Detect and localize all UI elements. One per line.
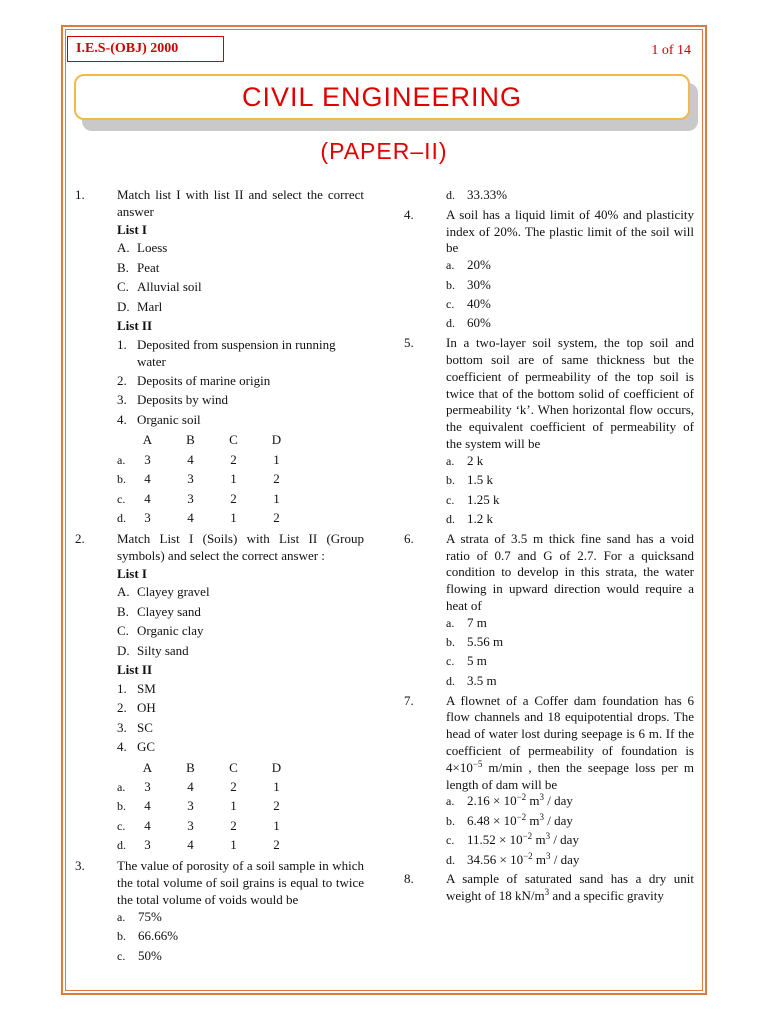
question-text: The value of porosity of a soil sample in which the total volume of soil grains is equal to twice the total volume of voids would be [117, 858, 364, 907]
list-item: 3. Deposits by wind [117, 392, 228, 408]
matrix-row: b. 4 3 1 2 [117, 798, 280, 814]
answer-option: a. 75% [117, 908, 162, 924]
matrix-row: b. 4 3 1 2 [117, 471, 280, 487]
page-number: 1 of 14 [651, 43, 691, 58]
answer-matrix [117, 431, 298, 528]
paper-subtitle: (PAPER–II) [320, 138, 448, 164]
list-item: D. Marl [117, 298, 163, 314]
list-item: 1. SM [117, 680, 156, 696]
list-2-title: List II [117, 317, 153, 333]
answer-option: b. 30% [446, 276, 491, 292]
question-1 [75, 187, 364, 528]
list-item: C. Alluvial soil [117, 279, 202, 295]
question-7 [404, 693, 694, 869]
question-text: A sample of saturated sand has a dry unit weight of 18 $kN/m^3$ and a specific gravity [446, 871, 694, 904]
question-text: A flownet of a Coffer dam foundation has 6 flow channels and 18 equipotential drops. The head of water lost during seepage is 6 m. If the coefficient of permeability of foundation is $4\times 10^{-5}$ m/min , then the seepage loss per m length of dam will be [446, 692, 694, 792]
matrix-header: A B C D [142, 759, 282, 775]
answer-option: b. $6.48 \times 10^{-2}$ $m^3$ / day [446, 811, 573, 828]
question-6 [404, 531, 694, 690]
list-1-title: List I [117, 221, 147, 237]
left-column [75, 187, 364, 967]
question-number: 4. [404, 206, 414, 222]
answer-option: c. $11.52 \times 10^{-2}$ $m^3$ / day [446, 831, 579, 848]
list-item: 4. Organic soil [117, 411, 201, 427]
question-number: 2. [75, 531, 85, 547]
question-number: 8. [404, 871, 414, 887]
question-3 [75, 858, 364, 964]
answer-option: a. $2.16 \times 10^{-2}$ $m^3$ / day [446, 792, 573, 809]
list-item: B. Clayey sand [117, 603, 201, 619]
matrix-row: a. 3 4 2 1 [117, 779, 280, 795]
answer-option: a. 7 m [446, 614, 487, 630]
matrix-header: A B C D [142, 432, 282, 448]
question-text: A soil has a liquid limit of 40% and plasticity index of 20%. The plastic limit of the soil will be [446, 206, 694, 256]
list-item: 1. Deposited from suspension in running water [117, 336, 336, 369]
question-number: 3. [75, 858, 85, 874]
list-1-title: List I [117, 565, 147, 581]
list-item: 3. SC [117, 719, 153, 735]
question-text: In a two-layer soil system, the top soil and bottom soil are of same thickness but the coefficient of permeability of the top soil is twice that of the bottom solid of coefficient of permeability ‘k’. When horizontal flow occurs, the equivalent coefficient of permeability of the system will be [446, 335, 694, 451]
matrix-row: d. 3 4 1 2 [117, 837, 280, 853]
answer-option: c. 5 m [446, 653, 487, 669]
page-title: CIVIL ENGINEERING [241, 82, 523, 112]
question-number: 6. [404, 530, 414, 546]
question-number: 5. [404, 335, 414, 351]
question-3-continued [404, 187, 694, 204]
title-banner [74, 74, 690, 120]
question-text: Match list I with list II and select the correct answer [117, 187, 364, 219]
exam-label: I.E.S-(OBJ) 2000 [67, 36, 224, 62]
question-4 [404, 207, 694, 332]
answer-option: b. 1.5 k [446, 472, 493, 488]
list-item: B. Peat [117, 259, 160, 275]
right-column [404, 187, 694, 908]
answer-option: b. 66.66% [117, 928, 179, 944]
question-5 [404, 335, 694, 528]
answer-option: c. 50% [117, 947, 162, 963]
answer-option: b. 5.56 m [446, 634, 504, 650]
answer-option: a. 20% [446, 257, 491, 273]
question-text: Match List I (Soils) with List II (Group symbols) and select the correct answer : [117, 531, 364, 563]
list-2-title: List II [117, 662, 153, 678]
answer-option: d. 33.33% [446, 187, 508, 202]
answer-option: d. 3.5 m [446, 672, 497, 688]
list-item: A. Clayey gravel [117, 584, 210, 600]
matrix-row: a. 3 4 2 1 [117, 451, 280, 467]
answer-option: d. 60% [446, 315, 491, 331]
question-text: A strata of 3.5 m thick fine sand has a void ratio of 0.7 and G of 2.7. For a quicksand condition to develop in this strata, the water flowing in upward direction would require a heat of [446, 530, 694, 613]
answer-matrix [117, 758, 298, 855]
question-number: 1. [75, 187, 85, 202]
answer-option: d. $34.56 \times 10^{-2}$ $m^3$ / day [446, 850, 580, 867]
question-8 [404, 871, 694, 905]
list-item: D. Silty sand [117, 642, 189, 658]
answer-option: d. 1.2 k [446, 510, 493, 526]
answer-option: c. 1.25 k [446, 491, 500, 507]
list-item: 4. GC [117, 738, 156, 754]
answer-option: a. 2 k [446, 452, 484, 468]
question-number: 7. [404, 692, 414, 708]
matrix-row: d. 3 4 1 2 [117, 509, 280, 525]
list-item: 2. OH [117, 700, 156, 716]
question-2 [75, 531, 364, 855]
answer-option: c. 40% [446, 295, 491, 311]
list-item: A. Loess [117, 240, 168, 256]
list-item: 2. Deposits of marine origin [117, 372, 271, 388]
matrix-row: c. 4 3 2 1 [117, 817, 280, 833]
list-item: C. Organic clay [117, 623, 204, 639]
matrix-row: c. 4 3 2 1 [117, 490, 280, 506]
